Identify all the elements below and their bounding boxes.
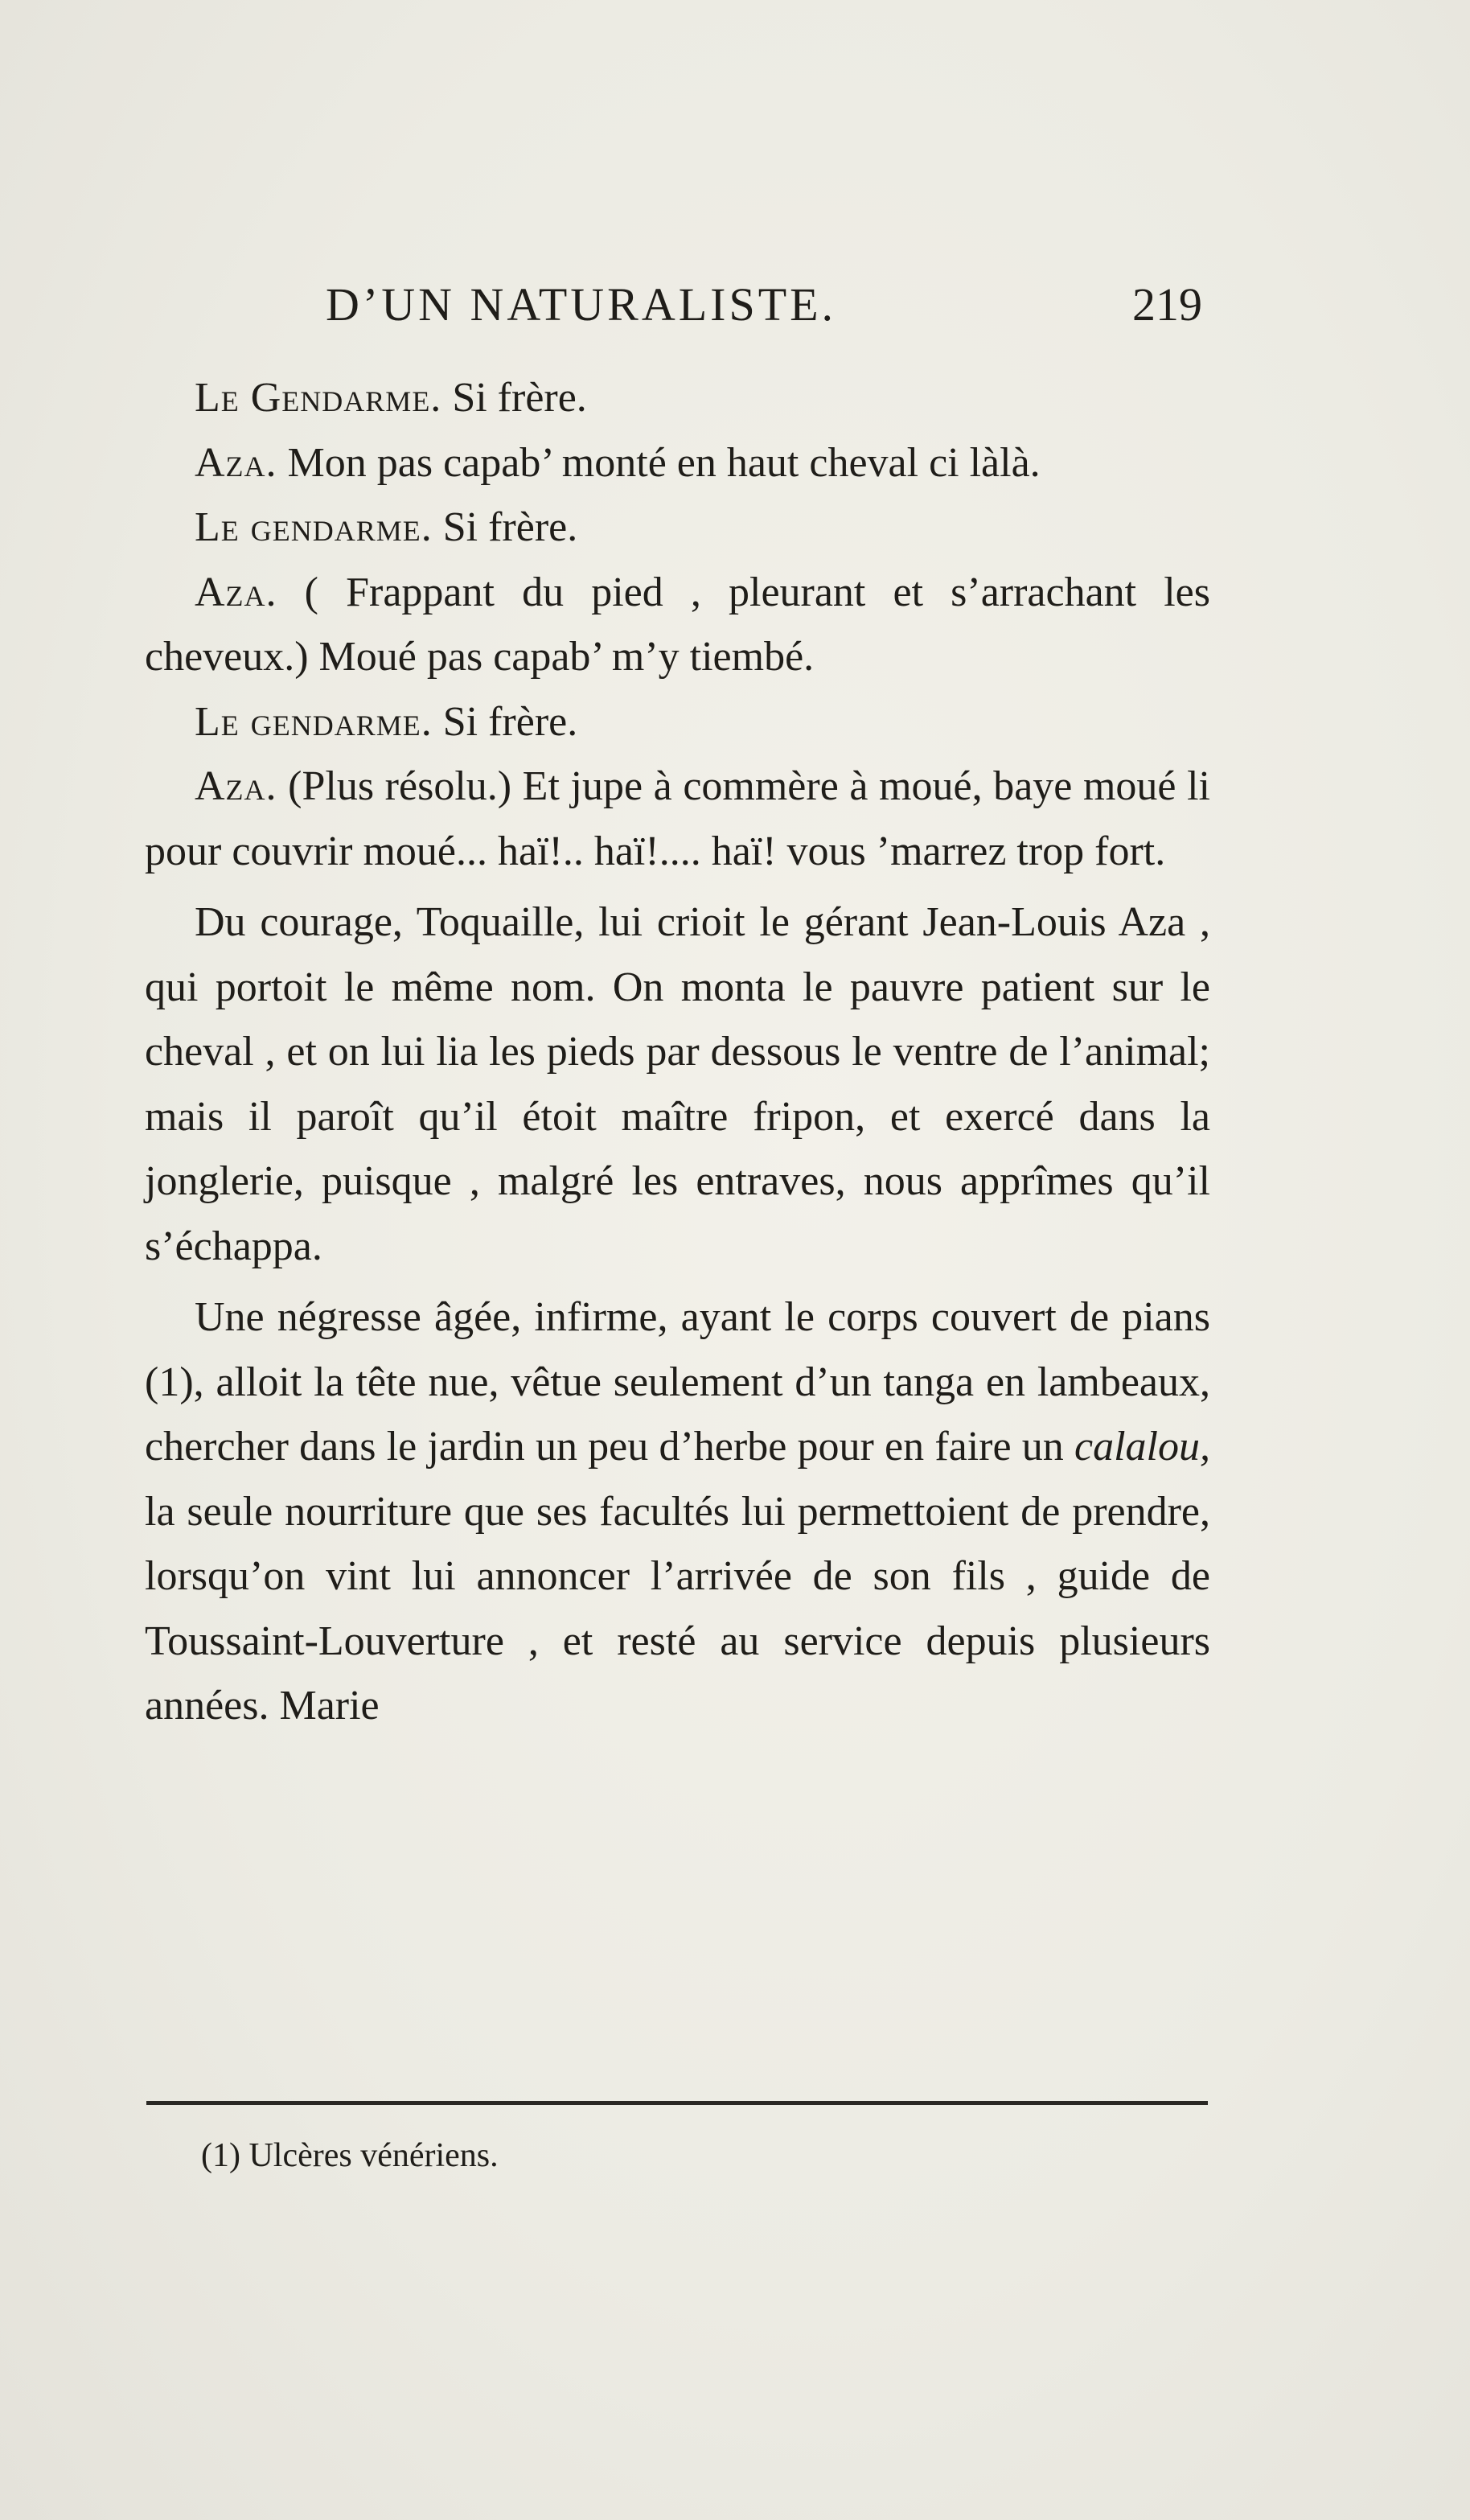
speaker-name: Aza. xyxy=(195,439,277,486)
dialogue-text: (Plus résolu.) Et jupe à commère à moué, baye moué li pour couvrir moué... haï!.. haï!.... haï! vous ’marrez trop fort. xyxy=(145,763,1210,874)
italic-term: calalou, xyxy=(1074,1424,1210,1470)
running-title: D’UN NATURALISTE. xyxy=(326,278,837,331)
page-number: 219 xyxy=(1132,278,1202,331)
footnote-rule xyxy=(146,2101,1208,2105)
body-text xyxy=(145,366,1210,1739)
dialogue-text: Mon pas capab’ monté en haut cheval ci làlà. xyxy=(277,439,1041,486)
dialogue-line xyxy=(145,366,1210,431)
dialogue-text: Si frère. xyxy=(441,375,587,421)
paragraph-text: Une négresse âgée, infirme, ayant le corps couvert de pians (1), alloit la tête nue, vêtue seulement d’un tanga en lambeaux, chercher dans le jardin un peu d’herbe pour en faire un xyxy=(145,1294,1210,1470)
dialogue-text: Si frère. xyxy=(432,504,578,550)
paragraph xyxy=(145,1285,1210,1739)
paragraph: Du courage, Toquaille, lui crioit le gérant Jean-Louis Aza , qui portoit le même nom. On monta le pauvre patient sur le cheval , et on lui lia les pieds par dessous le ventre de l’animal; mais il paroît qu’il étoit maître fripon, et exercé dans la jonglerie, puisque , malgré les entraves, nous apprîmes qu’il s’échappa. xyxy=(145,899,1210,1269)
dialogue-text: Si frère. xyxy=(432,698,578,745)
dialogue-line xyxy=(145,561,1210,690)
page-header xyxy=(326,277,1218,350)
speaker-name: Le Gendarme. xyxy=(195,375,442,421)
dialogue-line xyxy=(145,495,1210,561)
speaker-name: Le gendarme. xyxy=(195,504,433,550)
dialogue-line xyxy=(145,431,1210,496)
footnote: (1) Ulcères vénériens. xyxy=(201,2137,499,2174)
dialogue-line xyxy=(145,754,1210,884)
dialogue-line xyxy=(145,690,1210,755)
speaker-name: Le gendarme. xyxy=(195,698,433,745)
paragraph-text: la seule nourriture que ses facultés lui permettoient de prendre, lorsqu’on vint lui annoncer l’arrivée de son fils , guide de Toussaint-Louverture , et resté au service depuis plusieurs années. Marie xyxy=(145,1488,1210,1729)
speaker-name: Aza. xyxy=(195,763,277,809)
dialogue-text: ( Frappant du pied , pleurant et s’arrachant les cheveux.) Moué pas capab’ m’y tiembé. xyxy=(145,569,1210,680)
speaker-name: Aza. xyxy=(195,569,277,615)
